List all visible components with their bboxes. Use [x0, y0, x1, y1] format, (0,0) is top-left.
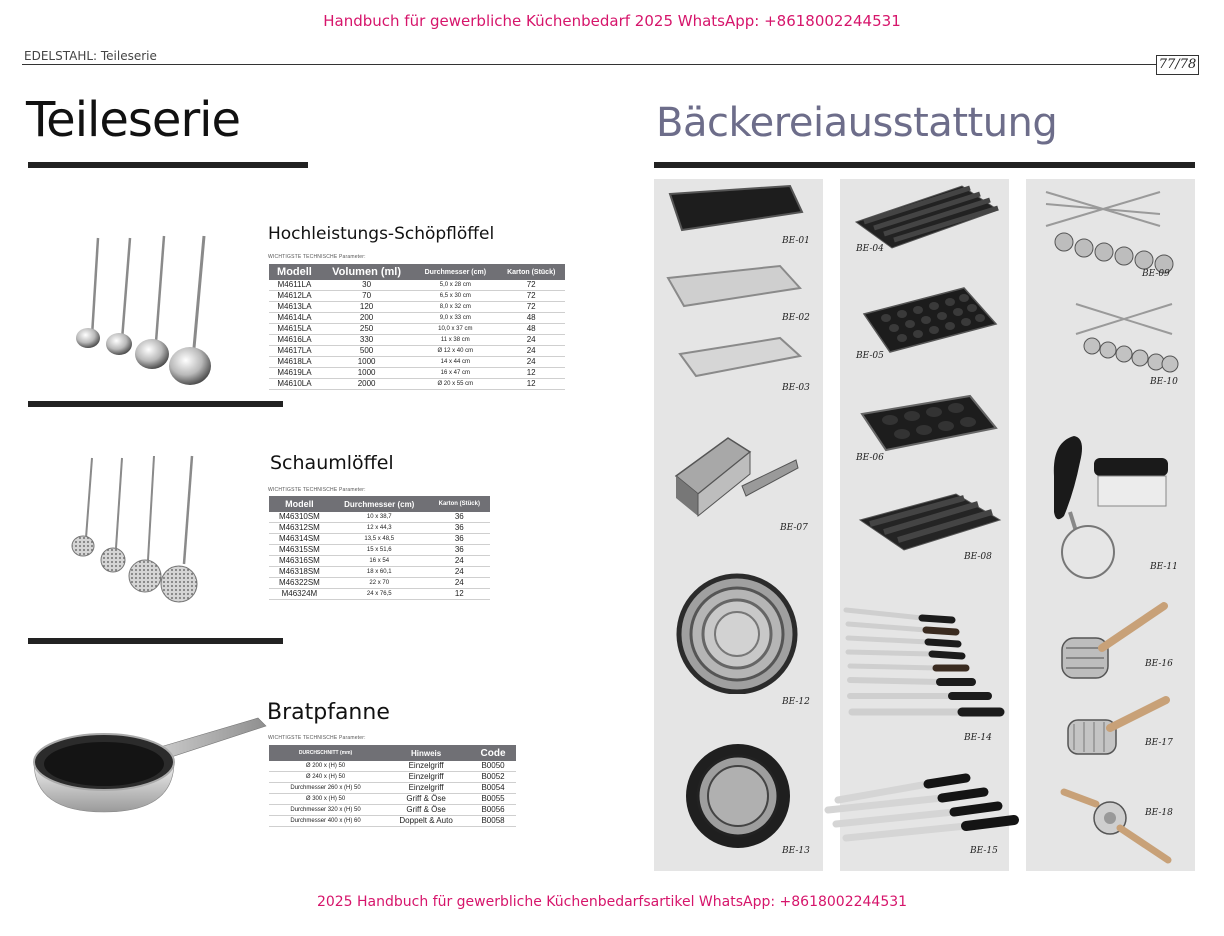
table-cell: Ø 200 x (H) 50 [269, 761, 382, 772]
product-title-pan: Bratpfanne [267, 700, 390, 725]
table-row [269, 357, 565, 368]
table-row [269, 567, 490, 578]
table-cell: Einzelgriff [382, 772, 470, 783]
eclair-tray-image [858, 392, 1000, 456]
table-header: Modell [269, 496, 330, 512]
table-row [269, 346, 565, 357]
table-cell: 13,5 x 48,5 [330, 534, 429, 545]
skimmer-set-image [62, 452, 212, 612]
table-row [269, 313, 565, 324]
table-cell: 12 x 44,3 [330, 523, 429, 534]
skimmer-spec-table [269, 496, 490, 600]
table-cell: 24 x 76,5 [330, 589, 429, 600]
table-cell: M4614LA [269, 313, 320, 324]
table-cell: B0058 [470, 816, 516, 827]
table-cell: 12 [497, 368, 565, 379]
section-divider [28, 401, 283, 407]
table-cell: M4612LA [269, 291, 320, 302]
table-cell: M46315SM [269, 545, 330, 556]
product-code: BE-12 [782, 697, 810, 707]
product-code: BE-11 [1150, 562, 1178, 572]
table-cell: 16 x 54 [330, 556, 429, 567]
table-row [269, 523, 490, 534]
round-cake-pans-image [664, 564, 814, 694]
table-cell: Einzelgriff [382, 761, 470, 772]
page-number: 77/78 [1156, 55, 1199, 75]
table-cell: Durchmesser 260 x (H) 50 [269, 783, 382, 794]
table-row [269, 772, 516, 783]
table-header: Hinweis [382, 745, 470, 761]
table-header: DURCHSCHNITT (mm) [269, 745, 382, 761]
table-cell: M4616LA [269, 335, 320, 346]
table-row [269, 761, 516, 772]
table-header: Karton (Stück) [429, 496, 490, 512]
table-cell: Ø 240 x (H) 50 [269, 772, 382, 783]
table-cell: 36 [429, 534, 490, 545]
table-cell: 5,0 x 28 cm [413, 280, 497, 291]
table-cell: Ø 300 x (H) 50 [269, 794, 382, 805]
baguette-tray-small-image [856, 490, 1004, 554]
pan-spec-table [269, 745, 516, 827]
table-cell: 70 [320, 291, 413, 302]
table-cell: M46314SM [269, 534, 330, 545]
product-code: BE-15 [970, 846, 998, 856]
frying-pan-image [30, 712, 270, 818]
product-code: BE-08 [964, 552, 992, 562]
table-cell: Griff & Öse [382, 794, 470, 805]
product-code: BE-05 [856, 351, 884, 361]
table-cell: 22 x 70 [330, 578, 429, 589]
table-row [269, 556, 490, 567]
top-banner: Handbuch für gewerbliche Küchenbedarf 2025 WhatsApp: +8618002244531 [323, 12, 901, 30]
table-cell: M4611LA [269, 280, 320, 291]
table-cell: Ø 12 x 40 cm [413, 346, 497, 357]
table-row [269, 805, 516, 816]
product-title-ladle: Hochleistungs-Schöpflöffel [268, 224, 495, 244]
page-title-right: Bäckereiausstattung [656, 100, 1058, 146]
table-cell: 15 x 51,6 [330, 545, 429, 556]
table-row [269, 816, 516, 827]
table-cell: 9,0 x 33 cm [413, 313, 497, 324]
table-cell: 500 [320, 346, 413, 357]
table-cell: B0054 [470, 783, 516, 794]
table-cell: 48 [497, 313, 565, 324]
table-cell: 2000 [320, 379, 413, 390]
table-row [269, 545, 490, 556]
product-title-skimmer: Schaumlöffel [270, 452, 394, 474]
product-code: BE-18 [1145, 808, 1173, 818]
header-divider [22, 64, 1156, 65]
table-cell: M4610LA [269, 379, 320, 390]
table-row [269, 302, 565, 313]
table-cell: 18 x 60,1 [330, 567, 429, 578]
black-baking-tray-image [664, 182, 806, 238]
table-cell: 6,5 x 30 cm [413, 291, 497, 302]
table-cell: 72 [497, 291, 565, 302]
table-row [269, 291, 565, 302]
table-row [269, 512, 490, 523]
product-code: BE-04 [856, 244, 884, 254]
table-row [269, 368, 565, 379]
chef-knives-image [818, 770, 1024, 850]
product-code: BE-03 [782, 383, 810, 393]
pizza-cutter-scraper-image [1046, 432, 1176, 582]
table-cell: M4615LA [269, 324, 320, 335]
section-label: EDELSTAHL: Teileserie [24, 49, 157, 63]
product-code: BE-16 [1145, 659, 1173, 669]
table-cell: 11 x 38 cm [413, 335, 497, 346]
table-cell: 330 [320, 335, 413, 346]
table-cell: 36 [429, 545, 490, 556]
table-cell: 24 [497, 346, 565, 357]
table-header: Volumen (ml) [320, 264, 413, 280]
table-cell: M46322SM [269, 578, 330, 589]
table-header: Code [470, 745, 516, 761]
table-cell: 12 [429, 589, 490, 600]
table-header: Modell [269, 264, 320, 280]
table-row [269, 324, 565, 335]
table-cell: 1000 [320, 357, 413, 368]
dough-divider-small-image [1072, 298, 1182, 374]
table-cell: 14 x 44 cm [413, 357, 497, 368]
product-code: BE-14 [964, 733, 992, 743]
table-row [269, 589, 490, 600]
dough-divider-large-image [1040, 186, 1178, 276]
product-code: BE-09 [1142, 269, 1170, 279]
table-cell: 24 [429, 567, 490, 578]
table-row [269, 534, 490, 545]
table-cell: B0050 [470, 761, 516, 772]
table-row [269, 280, 565, 291]
table-cell: M4617LA [269, 346, 320, 357]
table-cell: 120 [320, 302, 413, 313]
nested-round-pans-image [676, 740, 800, 850]
table-cell: 36 [429, 523, 490, 534]
title-underline-right [654, 162, 1195, 168]
pastry-wheel-image [1056, 782, 1176, 868]
table-cell: M46310SM [269, 512, 330, 523]
table-cell: 24 [429, 578, 490, 589]
table-header: Durchmesser (cm) [413, 264, 497, 280]
title-underline-left [28, 162, 308, 168]
table-cell: M46316SM [269, 556, 330, 567]
tech-params-note: WICHTIGSTE TECHNISCHE Parameter: [268, 735, 366, 741]
table-cell: 72 [497, 280, 565, 291]
table-cell: M46312SM [269, 523, 330, 534]
section-divider [28, 638, 283, 644]
table-cell: 24 [429, 556, 490, 567]
table-cell: Griff & Öse [382, 805, 470, 816]
table-cell: Ø 20 x 55 cm [413, 379, 497, 390]
table-cell: Einzelgriff [382, 783, 470, 794]
table-cell: Doppelt & Auto [382, 816, 470, 827]
table-cell: 72 [497, 302, 565, 313]
product-code: BE-06 [856, 453, 884, 463]
table-cell: M4619LA [269, 368, 320, 379]
ladle-set-image [62, 230, 232, 390]
tech-params-note: WICHTIGSTE TECHNISCHE Parameter: [268, 487, 366, 493]
table-cell: B0052 [470, 772, 516, 783]
table-cell: 24 [497, 357, 565, 368]
loaf-pan-image [672, 426, 802, 524]
page-title-left: Teileserie [26, 92, 241, 148]
product-code: BE-02 [782, 313, 810, 323]
table-cell: 10,0 x 37 cm [413, 324, 497, 335]
table-cell: M4613LA [269, 302, 320, 313]
product-code: BE-17 [1145, 738, 1173, 748]
knife-set-image [842, 604, 1008, 728]
table-cell: 48 [497, 324, 565, 335]
table-cell: 30 [320, 280, 413, 291]
aluminium-tray-small-image [676, 334, 804, 382]
table-row [269, 335, 565, 346]
product-code: BE-13 [782, 846, 810, 856]
table-cell: M46318SM [269, 567, 330, 578]
product-code: BE-07 [780, 523, 808, 533]
table-cell: 24 [497, 335, 565, 346]
aluminium-tray-image [664, 262, 804, 312]
lattice-cutter-image [1062, 694, 1176, 770]
table-row [269, 794, 516, 805]
table-cell: 200 [320, 313, 413, 324]
table-row [269, 379, 565, 390]
table-cell: 10 x 38,7 [330, 512, 429, 523]
table-cell: 36 [429, 512, 490, 523]
table-cell: M4618LA [269, 357, 320, 368]
table-header: Karton (Stück) [497, 264, 565, 280]
table-cell: B0056 [470, 805, 516, 816]
table-header: Durchmesser (cm) [330, 496, 429, 512]
muffin-tray-image [860, 284, 1000, 356]
table-cell: 16 x 47 cm [413, 368, 497, 379]
table-cell: 1000 [320, 368, 413, 379]
tech-params-note: WICHTIGSTE TECHNISCHE Parameter: [268, 254, 366, 260]
table-cell: M46324M [269, 589, 330, 600]
table-cell: B0055 [470, 794, 516, 805]
table-cell: 12 [497, 379, 565, 390]
table-cell: 250 [320, 324, 413, 335]
product-code: BE-10 [1150, 377, 1178, 387]
dough-docker-image [1056, 598, 1174, 692]
ladle-spec-table [269, 264, 565, 390]
table-row [269, 578, 490, 589]
bottom-banner: 2025 Handbuch für gewerbliche Küchenbedarfsartikel WhatsApp: +8618002244531 [316, 894, 908, 910]
table-cell: Durchmesser 320 x (H) 50 [269, 805, 382, 816]
product-code: BE-01 [782, 236, 810, 246]
table-cell: 8,0 x 32 cm [413, 302, 497, 313]
table-row [269, 783, 516, 794]
table-cell: Durchmesser 400 x (H) 60 [269, 816, 382, 827]
